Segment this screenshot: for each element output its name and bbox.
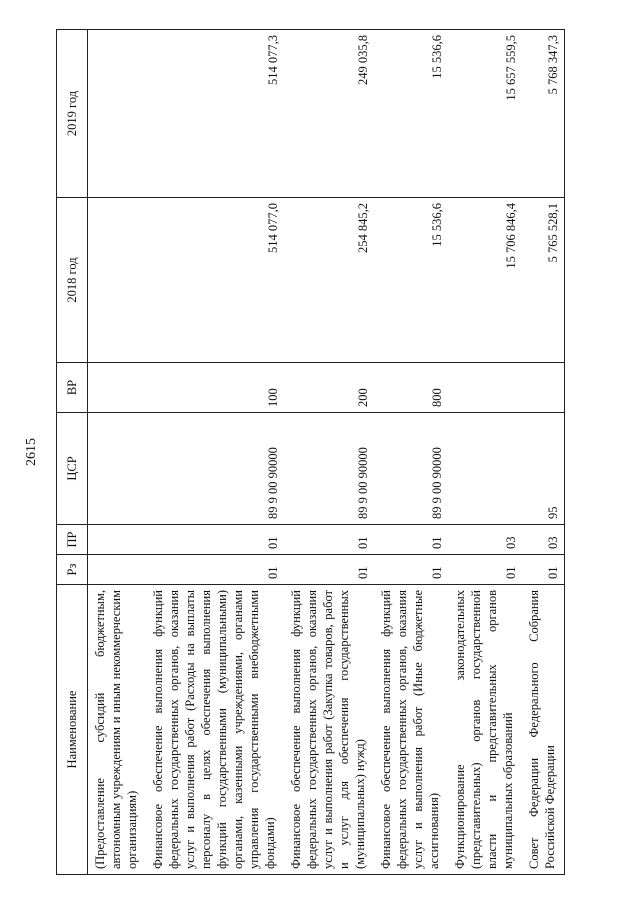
page-number (20, 440, 44, 464)
table-row (88, 30, 147, 875)
cell-rz: 01 (146, 555, 284, 585)
table-row (374, 30, 448, 875)
cell-2018: 15 706 846,4 (448, 198, 522, 363)
budget-table (56, 29, 565, 875)
cell-pr: 01 (374, 525, 448, 555)
cell-pr: 03 (448, 525, 522, 555)
page-number-text: 2615 (24, 438, 39, 466)
cell-name: Финансовое обеспечение выполнения функций федеральных государственных органов, оказания услуг и выполнения работ (Иные бюджетные ассигнования) (374, 585, 448, 875)
cell-name: Функционирование законодательных (представительных) органов государственной власти и представительных органов муниципальных образований (448, 585, 522, 875)
cell-rz: 01 (522, 555, 565, 585)
cell-2018: 5 765 528,1 (522, 198, 565, 363)
cell-2019: 15 657 559,5 (448, 30, 522, 198)
cell-name: Финансовое обеспечение выполнения функций федеральных государственных органов, оказания услуг и выполнения работ (Закупка товаров, работ и услуг для обеспечения государственных (муниципальных) нужд) (284, 585, 374, 875)
cell-2019: 249 035,8 (284, 30, 374, 198)
header-vr: ВР (57, 363, 88, 413)
cell-vr: 100 (146, 363, 284, 413)
cell-2019: 514 077,3 (146, 30, 284, 198)
table-row (522, 30, 565, 875)
cell-name: Финансовое обеспечение выполнения функций федеральных государственных органов, оказания услуг и выполнения работ (Расходы на выплаты персоналу в целях обеспечения выполнения функций государственными (муниципальными) органами, казенными учреждениями, органами управления государственными внебюджетными фондами) (146, 585, 284, 875)
cell-vr: 200 (284, 363, 374, 413)
cell-rz: 01 (448, 555, 522, 585)
table-row (284, 30, 374, 875)
header-2018: 2018 год (57, 198, 88, 363)
cell-csr: 89 9 00 90000 (146, 413, 284, 525)
rotated-table-container (56, 30, 604, 875)
cell-vr (522, 363, 565, 413)
cell-name: (Предоставление субсидий бюджетным, автономным учреждениям и иным некоммерческим организациям) (88, 585, 147, 875)
table-row (146, 30, 284, 875)
cell-rz (88, 555, 147, 585)
cell-csr: 89 9 00 90000 (374, 413, 448, 525)
table-row (448, 30, 522, 875)
header-2019: 2019 год (57, 30, 88, 198)
cell-pr: 03 (522, 525, 565, 555)
cell-rz: 01 (284, 555, 374, 585)
budget-table-wrapper (56, 30, 604, 875)
cell-vr (88, 363, 147, 413)
table-body (88, 30, 565, 875)
cell-pr: 01 (284, 525, 374, 555)
cell-csr: 89 9 00 90000 (284, 413, 374, 525)
cell-csr (88, 413, 147, 525)
cell-2018: 514 077,0 (146, 198, 284, 363)
header-row (57, 30, 88, 875)
cell-csr: 95 (522, 413, 565, 525)
cell-vr (448, 363, 522, 413)
cell-name: Совет Федерации Федерального Собрания Российской Федерации (522, 585, 565, 875)
cell-2019: 5 768 347,3 (522, 30, 565, 198)
cell-2019: 15 536,6 (374, 30, 448, 198)
cell-2018 (88, 198, 147, 363)
header-name: Наименование (57, 585, 88, 875)
header-rz: Рз (57, 555, 88, 585)
table-header (57, 30, 88, 875)
cell-rz: 01 (374, 555, 448, 585)
cell-pr: 01 (146, 525, 284, 555)
cell-2018: 15 536,6 (374, 198, 448, 363)
cell-pr (88, 525, 147, 555)
cell-2018: 254 845,2 (284, 198, 374, 363)
header-csr: ЦСР (57, 413, 88, 525)
cell-csr (448, 413, 522, 525)
cell-2019 (88, 30, 147, 198)
cell-vr: 800 (374, 363, 448, 413)
header-pr: ПР (57, 525, 88, 555)
